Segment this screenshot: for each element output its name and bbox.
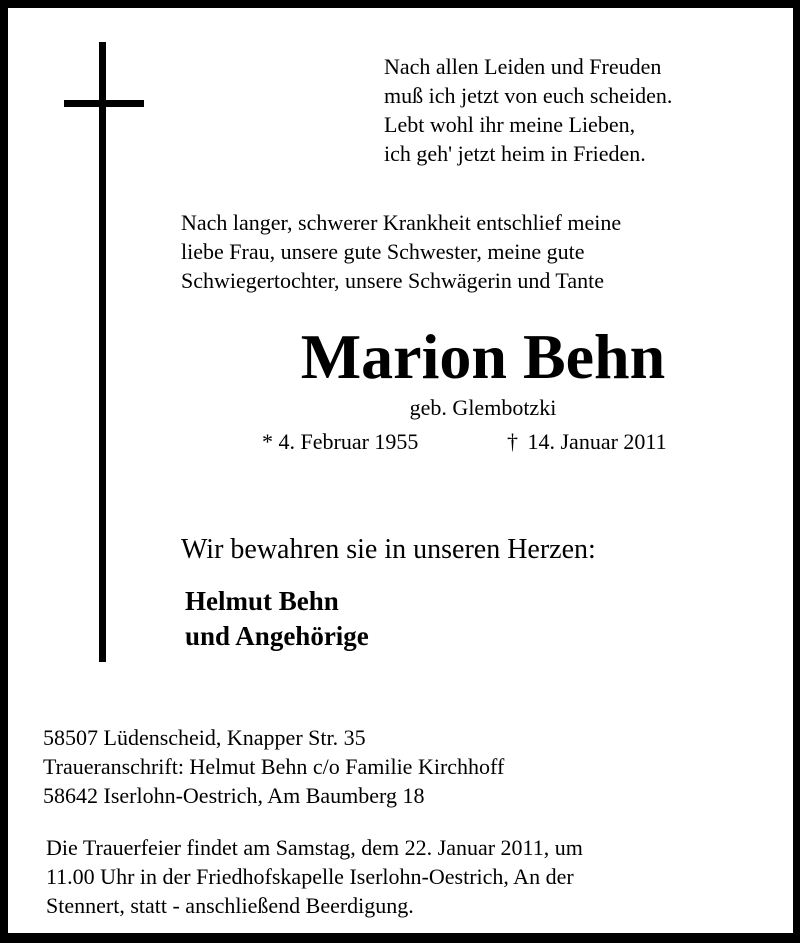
- maiden-name: geb. Glembotzki: [409, 395, 557, 420]
- poem-line: Lebt wohl ihr meine Lieben,: [384, 112, 636, 137]
- address-line: Traueranschrift: Helmut Behn c/o Familie Kirchhoff: [43, 754, 505, 779]
- dagger-icon: †: [507, 429, 518, 454]
- poem-line: ich geh' jetzt heim in Frieden.: [384, 141, 646, 166]
- funeral-line: Stennert, statt - anschließend Beerdigung.: [46, 893, 414, 918]
- cross-vertical-bar: [99, 42, 106, 662]
- poem-verse: [384, 52, 784, 168]
- intro-line: liebe Frau, unsere gute Schwester, meine gute: [181, 239, 585, 264]
- intro-line: Nach langer, schwerer Krankheit entschlief meine: [181, 210, 622, 235]
- cross-horizontal-bar: [64, 100, 144, 107]
- deceased-name: Marion Behn: [300, 321, 666, 392]
- death-date: 14. Januar 2011: [527, 429, 667, 454]
- address-line: 58507 Lüdenscheid, Knapper Str. 35: [43, 725, 366, 750]
- birth-date: * 4. Februar 1955: [262, 429, 419, 454]
- poem-line: Nach allen Leiden und Freuden: [384, 54, 662, 79]
- poem-line: muß ich jetzt von euch scheiden.: [384, 83, 673, 108]
- mourner-line: Helmut Behn: [185, 586, 339, 616]
- address-block: [43, 723, 504, 810]
- intro-line: Schwiegertochter, unsere Schwägerin und Tante: [181, 268, 604, 293]
- funeral-line: Die Trauerfeier findet am Samstag, dem 22. Januar 2011, um: [46, 835, 583, 860]
- mourners: [185, 584, 369, 654]
- remembrance-text: Wir bewahren sie in unseren Herzen:: [181, 534, 596, 565]
- obituary-card: [8, 8, 793, 933]
- death-date-block: [507, 427, 667, 456]
- mourner-line: und Angehörige: [185, 621, 369, 651]
- death-announcement-intro: [181, 208, 781, 295]
- funeral-line: 11.00 Uhr in der Friedhofskapelle Iserlohn-Oestrich, An der: [46, 864, 574, 889]
- address-line: 58642 Iserlohn-Oestrich, Am Baumberg 18: [43, 783, 425, 808]
- funeral-details: [46, 833, 786, 920]
